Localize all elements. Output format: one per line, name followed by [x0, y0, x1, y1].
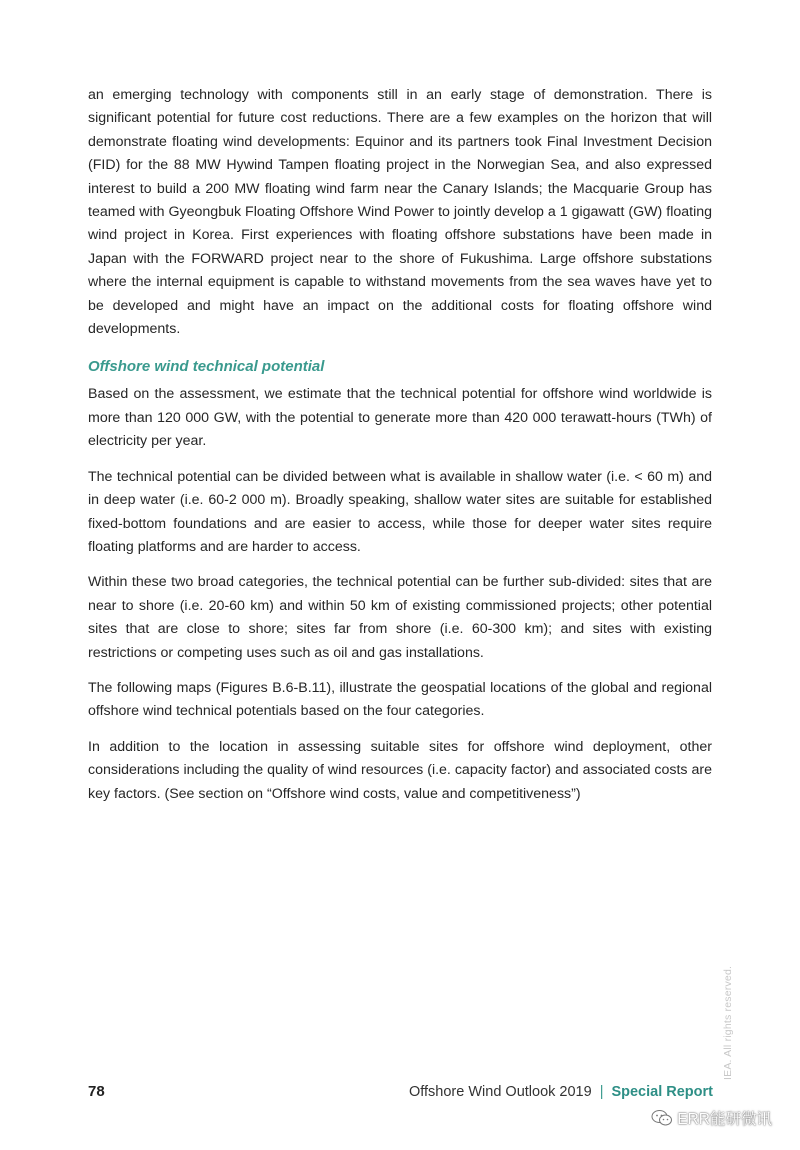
paragraph-shallow-deep-water: The technical potential can be divided between what is available in shallow water (i.e. < 60 m) and in deep water (i.e. 60-2 000 m). Broadly speaking, shallow water sites are suitable for established fixed-bottom foundations and are easier to access, while those for deeper water sites require floating platforms and are harder to access.	[88, 468, 712, 555]
page-number: 78	[88, 1083, 105, 1100]
paragraph-floating-wind: an emerging technology with components still in an early stage of demonstration. There is significant potential for future cost reductions. There are a few examples on the horizon that will demonstrate floating wind developments: Equinor and its partners took Final Investment Decision (FID) for the 88 MW Hywind Tampen floating project in the Norwegian Sea, and also expressed interest to build a 200 MW floating wind farm near the Canary Islands; the Macquarie Group has teamed with Gyeongbuk Floating Offshore Wind Power to jointly develop a 1 gigawatt (GW) floating wind project in Korea. First experiences with floating offshore substations have been made in Japan with the FORWARD project near to the shore of Fukushima. Large offshore substations where the internal equipment is capable to withstand movements from the sea waves have yet to be developed and might have an impact on the additional costs for floating offshore wind developments.	[88, 87, 712, 338]
page-body	[88, 84, 712, 818]
brand-watermark	[651, 1107, 772, 1129]
brand-text: ERR能研微讯	[677, 1111, 772, 1128]
section-heading: Offshore wind technical potential	[88, 358, 325, 376]
report-type-label: Special Report	[611, 1084, 713, 1100]
paragraph-maps-reference: The following maps (Figures B.6-B.11), illustrate the geospatial locations of the global and regional offshore wind technical potentials based on the four categories.	[88, 679, 712, 720]
paragraph-sub-categories: Within these two broad categories, the technical potential can be further sub-divided: sites that are near to shore (i.e. 20-60 km) and within 50 km of existing commissioned projects; other potential sites that are close to shore; sites far from shore (i.e. 60-300 km); and sites with existing restrictions or competing uses such as oil and gas installations.	[88, 574, 712, 661]
footer-publication	[409, 1084, 713, 1100]
wechat-icon	[651, 1109, 673, 1127]
publication-title: Offshore Wind Outlook 2019	[408, 1084, 592, 1100]
paragraph-site-considerations: In addition to the location in assessing suitable sites for offshore wind deployment, other considerations including the quality of wind resources (i.e. capacity factor) and associated costs are key factors. (See section on “Offshore wind costs, value and competitiveness”)	[88, 738, 712, 802]
footer-separator: |	[599, 1084, 604, 1100]
copyright-watermark: IEA. All rights reserved.	[722, 965, 734, 1080]
paragraph-technical-potential: Based on the assessment, we estimate that the technical potential for offshore wind worldwide is more than 120 000 GW, with the potential to generate more than 420 000 terawatt-hours (TWh) of electricity per year.	[88, 386, 712, 450]
